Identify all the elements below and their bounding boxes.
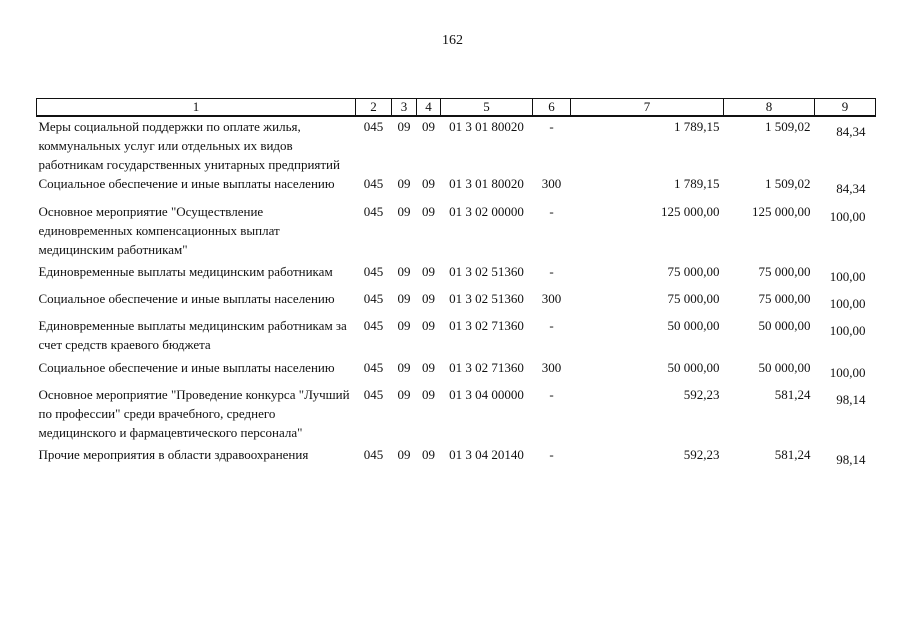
row-subsection-code: 09 [422, 264, 435, 279]
row-section-code: 09 [397, 360, 411, 375]
row-expense-type: 300 [541, 360, 562, 375]
row-expense-type: - [549, 119, 554, 134]
row-target-article: 01 3 02 71360 [449, 318, 524, 333]
row-admin-code: 045 [363, 119, 384, 134]
row-value-col8: 50 000,00 [758, 318, 811, 333]
row-name-cell: Единовременные выплаты медицинским работникам [38, 264, 333, 279]
row-value-col8: 581,24 [774, 447, 811, 462]
row-admin-code: 045 [363, 387, 384, 402]
row-value-col8: 50 000,00 [758, 360, 811, 375]
row-subsection-code: 09 [422, 176, 435, 191]
row-subsection-code: 09 [422, 119, 435, 134]
row-subsection-code: 09 [422, 291, 435, 306]
row-value-col8: 1 509,02 [765, 176, 811, 191]
page-number: 162 [442, 33, 463, 48]
header-col-5: 5 [441, 99, 533, 117]
row-expense-type: - [549, 318, 554, 333]
table-row [37, 385, 876, 445]
row-expense-type: - [549, 447, 554, 462]
row-name-cell: Социальное обеспечение и иные выплаты населению [38, 360, 335, 375]
row-value-col9: 84,34 [836, 181, 866, 196]
row-value-col9: 100,00 [829, 269, 866, 284]
row-value-col7: 75 000,00 [667, 264, 720, 279]
row-section-code: 09 [397, 176, 411, 191]
row-value-col7: 1 789,15 [674, 119, 720, 134]
row-target-article: 01 3 02 51360 [449, 291, 524, 306]
header-col-7: 7 [571, 99, 724, 117]
table-row [37, 116, 876, 174]
row-admin-code: 045 [363, 447, 384, 462]
table-row [37, 358, 876, 385]
row-expense-type: 300 [541, 176, 562, 191]
row-value-col7: 125 000,00 [661, 204, 720, 219]
row-value-col7: 592,23 [683, 447, 720, 462]
row-target-article: 01 3 02 00000 [449, 204, 524, 219]
row-value-col7: 50 000,00 [667, 318, 720, 333]
header-col-1: 1 [37, 99, 356, 117]
row-section-code: 09 [397, 318, 411, 333]
row-value-col9: 100,00 [829, 323, 866, 338]
row-subsection-code: 09 [422, 360, 435, 375]
row-section-code: 09 [397, 291, 411, 306]
row-name-cell: Единовременные выплаты медицинским работникам за счет средств краевого бюджета [38, 318, 347, 352]
row-target-article: 01 3 01 80020 [449, 119, 524, 134]
row-section-code: 09 [397, 387, 411, 402]
row-target-article: 01 3 02 71360 [449, 360, 524, 375]
row-name-cell: Основное мероприятие "Осуществление единовременных компенсационных выплат медицинским работникам" [38, 204, 280, 257]
header-col-8: 8 [724, 99, 815, 117]
row-value-col7: 1 789,15 [674, 176, 720, 191]
row-target-article: 01 3 04 00000 [449, 387, 524, 402]
table-row [37, 316, 876, 358]
row-value-col9: 98,14 [836, 392, 866, 407]
row-target-article: 01 3 02 51360 [449, 264, 524, 279]
row-admin-code: 045 [363, 291, 384, 306]
table-row [37, 262, 876, 289]
row-value-col7: 75 000,00 [667, 291, 720, 306]
row-value-col8: 125 000,00 [752, 204, 811, 219]
table-row [37, 445, 876, 472]
row-expense-type: - [549, 204, 554, 219]
row-value-col8: 75 000,00 [758, 291, 811, 306]
row-name-cell: Прочие мероприятия в области здравоохранения [38, 447, 309, 462]
row-section-code: 09 [397, 119, 411, 134]
row-value-col9: 100,00 [829, 209, 866, 224]
header-col-3: 3 [392, 99, 417, 117]
row-value-col9: 100,00 [829, 296, 866, 311]
row-target-article: 01 3 04 20140 [449, 447, 524, 462]
row-section-code: 09 [397, 204, 411, 219]
table-row [37, 289, 876, 316]
budget-table [36, 98, 876, 472]
row-value-col7: 50 000,00 [667, 360, 720, 375]
row-name-cell: Социальное обеспечение и иные выплаты населению [38, 176, 335, 191]
row-value-col9: 100,00 [829, 365, 866, 380]
row-value-col8: 1 509,02 [765, 119, 811, 134]
row-value-col8: 581,24 [774, 387, 811, 402]
row-section-code: 09 [397, 447, 411, 462]
row-subsection-code: 09 [422, 447, 435, 462]
row-admin-code: 045 [363, 318, 384, 333]
table-row [37, 174, 876, 202]
row-subsection-code: 09 [422, 318, 435, 333]
row-name-cell: Меры социальной поддержки по оплате жилья, коммунальных услуг или отдельных их видов работникам государственных унитарных предприятий [38, 119, 340, 172]
header-col-2: 2 [356, 99, 392, 117]
row-expense-type: - [549, 387, 554, 402]
row-expense-type: 300 [541, 291, 562, 306]
row-value-col8: 75 000,00 [758, 264, 811, 279]
row-name-cell: Социальное обеспечение и иные выплаты населению [38, 291, 335, 306]
row-admin-code: 045 [363, 264, 384, 279]
row-subsection-code: 09 [422, 387, 435, 402]
table-body [37, 116, 876, 472]
row-subsection-code: 09 [422, 204, 435, 219]
table-header-row [37, 99, 876, 117]
header-col-9: 9 [815, 99, 876, 117]
row-value-col9: 98,14 [836, 452, 866, 467]
header-col-6: 6 [533, 99, 571, 117]
row-name-cell: Основное мероприятие "Проведение конкурса "Лучший по профессии" среди врачебного, среднего медицинского и фармацевтического персонала" [38, 387, 350, 440]
row-expense-type: - [549, 264, 554, 279]
header-col-4: 4 [417, 99, 441, 117]
table-row [37, 202, 876, 262]
row-admin-code: 045 [363, 204, 384, 219]
row-value-col7: 592,23 [683, 387, 720, 402]
row-admin-code: 045 [363, 360, 384, 375]
row-value-col9: 84,34 [836, 124, 866, 139]
row-section-code: 09 [397, 264, 411, 279]
row-admin-code: 045 [363, 176, 384, 191]
row-target-article: 01 3 01 80020 [449, 176, 524, 191]
